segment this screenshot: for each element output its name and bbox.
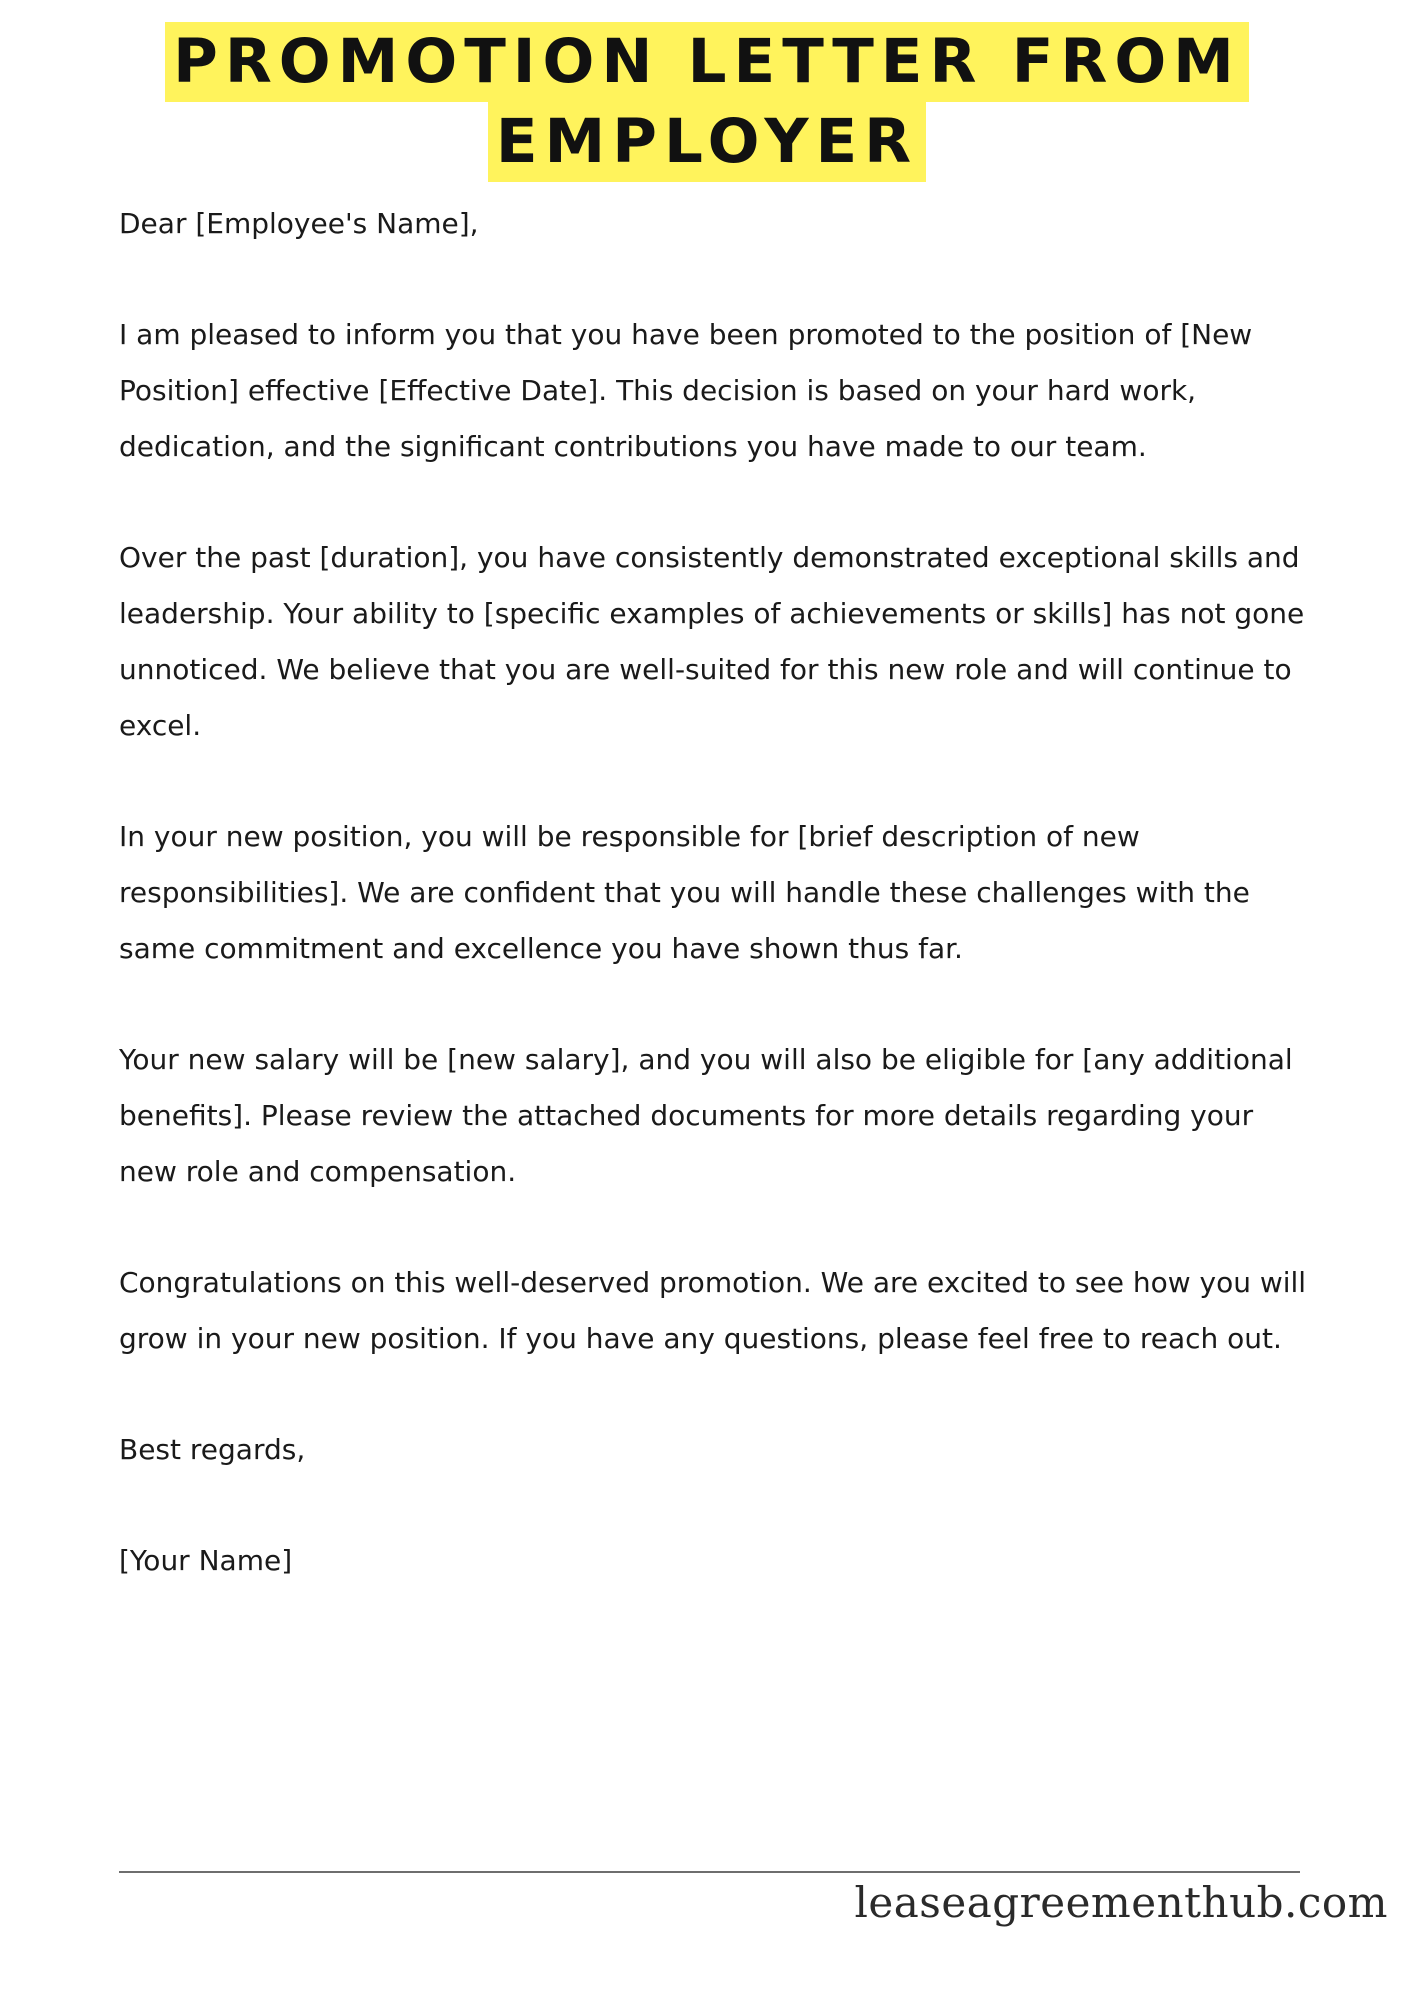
brand-watermark: leaseagreementhub.com — [854, 1878, 1388, 1927]
title-line-2: EMPLOYER — [488, 102, 926, 182]
title-line-1: PROMOTION LETTER FROM — [165, 22, 1249, 102]
paragraph-promotion: I am pleased to inform you that you have been promoted to the position of [New Position] effective [Effective Date]. This decision is based on your hard work, dedication, and the significant contributions you have made to our team. — [119, 318, 1253, 463]
paragraph-congratulations: Congratulations on this well-deserved promotion. We are excited to see how you will grow in your new position. If you have any questions, please feel free to reach out. — [119, 1266, 1307, 1355]
page-title — [0, 22, 1414, 182]
signature: [Your Name] — [119, 1544, 293, 1577]
letter-body — [119, 196, 1319, 1644]
paragraph-responsibilities: In your new position, you will be responsible for [brief description of new responsibilities]. We are confident that you will handle these challenges with the same commitment and excellence you have shown thus far. — [119, 820, 1250, 965]
paragraph-performance: Over the past [duration], you have consistently demonstrated exceptional skills and leadership. Your ability to [specific examples of achievements or skills] has not gone unnoticed. We believe that you are well-suited for this new role and will continue to excel. — [119, 541, 1305, 742]
paragraph-salary: Your new salary will be [new salary], and you will also be eligible for [any additional benefits]. Please review the attached documents for more details regarding your new role and compensation. — [119, 1043, 1293, 1188]
footer-divider — [119, 1871, 1300, 1873]
closing: Best regards, — [119, 1433, 306, 1466]
salutation: Dear [Employee's Name], — [119, 207, 479, 240]
